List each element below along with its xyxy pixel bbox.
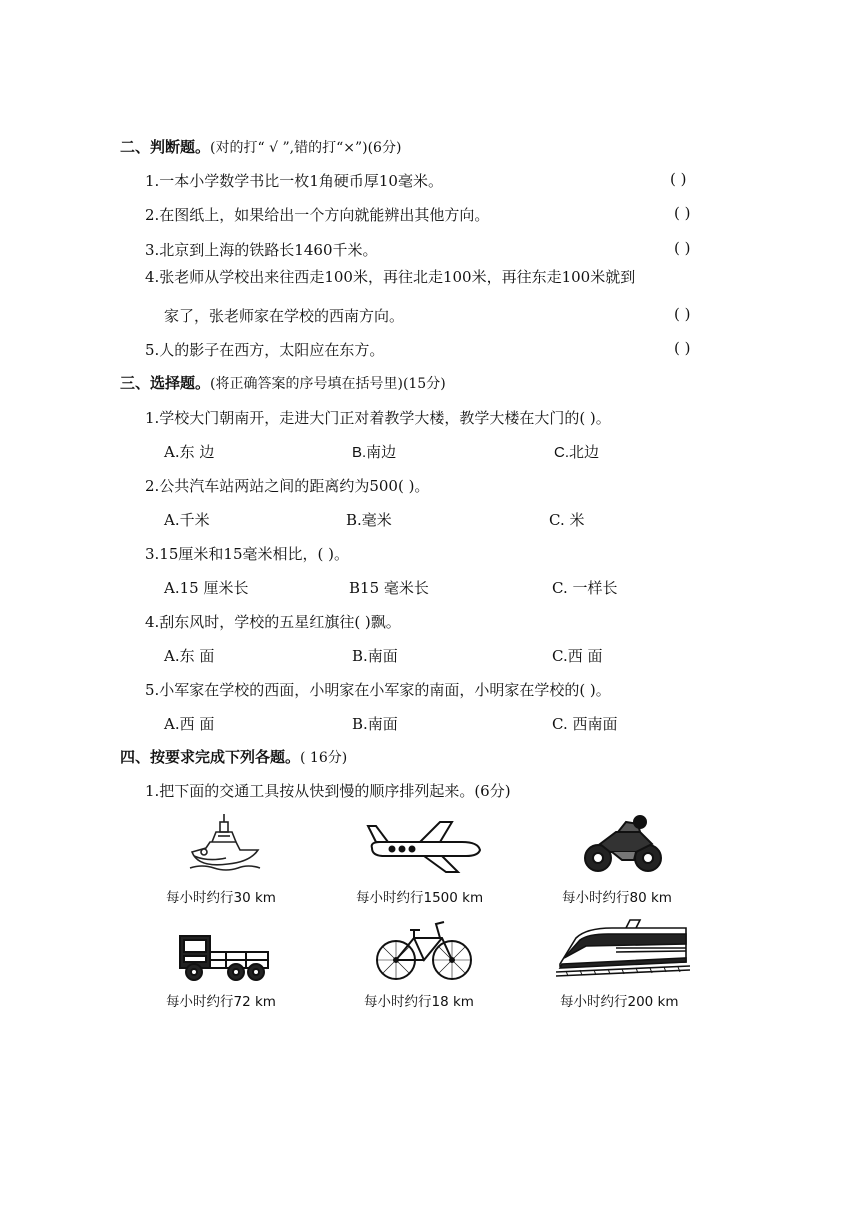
section4-note: ( 16分) [300,750,348,766]
bicycle-speed-label: 每小时约行18 km [364,994,474,1010]
judge-item-5: 5.人的影子在西方，太阳应在东方。 [145,341,385,359]
train-speed-label: 每小时约行200 km [560,994,679,1010]
airplane-icon [366,818,484,874]
choice-4-option-a[interactable]: A.东 面 [164,647,215,665]
choice-1-option-c[interactable]: C.北边 [554,444,600,461]
choice-question-1: 1.学校大门朝南开，走进大门正对着教学大楼，教学大楼在大门的( )。 [145,409,611,427]
section4-title: 四、按要求完成下列各题。 [120,748,301,766]
bicycle-icon [374,920,474,982]
choice-question-5: 5.小军家在学校的西面，小明家在小军家的南面，小明家在学校的( )。 [145,681,611,699]
judge-item-1: 1.一本小学数学书比一枚1角硬币厚10毫米。 [145,172,443,190]
judge-answer-1[interactable]: ( ) [670,170,687,188]
judge-answer-4[interactable]: ( ) [674,305,691,323]
section4-question-1: 1.把下面的交通工具按从快到慢的顺序排列起来。(6分) [145,782,511,800]
choice-2-option-a[interactable]: A.千米 [164,511,210,529]
choice-3-option-b[interactable]: B15 毫米长 [349,579,429,597]
section4-heading [120,746,347,767]
section2-title: 二、判断题。 [120,138,211,156]
section3-title: 三、选择题。 [120,374,211,392]
choice-question-3: 3.15厘米和15毫米相比，( )。 [145,545,349,563]
judge-item-4: 4.张老师从学校出来往西走100米，再往北走100米，再往东走100米就到 [145,268,636,286]
choice-5-option-c[interactable]: C. 西南面 [552,715,618,733]
choice-question-2: 2.公共汽车站两站之间的距离约为500( )。 [145,477,430,495]
ship-speed-label: 每小时约行30 km [166,890,276,906]
choice-2-option-b[interactable]: B.毫米 [346,511,392,529]
section2-note: (对的打“ √ ”,错的打“×”)(6分) [210,140,402,156]
choice-3-option-c[interactable]: C. 一样长 [552,579,618,597]
judge-item-3: 3.北京到上海的铁路长1460千米。 [145,241,378,259]
motorcycle-icon [582,814,664,874]
train-icon [556,918,690,980]
truck-speed-label: 每小时约行72 km [166,994,276,1010]
choice-3-option-a[interactable]: A.15 厘米长 [164,579,249,597]
choice-5-option-b[interactable]: B.南面 [352,715,398,733]
section3-heading [120,372,446,393]
judge-item-2: 2.在图纸上，如果给出一个方向就能辨出其他方向。 [145,206,490,224]
choice-1-option-a[interactable]: A.东 边 [164,443,215,461]
choice-1-option-b[interactable]: B.南边 [352,444,397,461]
choice-4-option-c[interactable]: C.西 面 [552,647,603,665]
choice-4-option-b[interactable]: B.南面 [352,647,398,665]
section3-note: (将正确答案的序号填在括号里)(15分) [210,376,446,392]
judge-answer-3[interactable]: ( ) [674,239,691,257]
ship-icon [188,812,262,874]
choice-2-option-c[interactable]: C. 米 [549,511,585,529]
choice-question-4: 4.刮东风时，学校的五星红旗往( )飘。 [145,613,401,631]
judge-item-4-cont: 家了，张老师家在学校的西南方向。 [164,307,405,325]
judge-answer-2[interactable]: ( ) [674,204,691,222]
judge-answer-5[interactable]: ( ) [674,339,691,357]
airplane-speed-label: 每小时约行1500 km [356,890,484,906]
choice-5-option-a[interactable]: A.西 面 [164,715,215,733]
truck-icon [176,926,272,984]
section2-heading [120,136,401,157]
motorcycle-speed-label: 每小时约行80 km [562,890,672,906]
